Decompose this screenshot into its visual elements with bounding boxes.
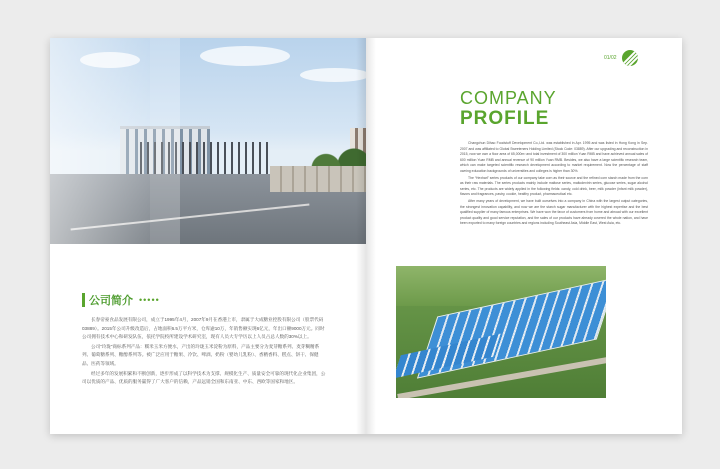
english-paragraph: The “Hexhari” series products of our company take corn as their source and the refined corn starch made from the corn as their raw materials. The series products mainly include maltose series, maltodextrin series, glucose series, sugar alcohol series, etc. The products are widely applied in the following fields: candy, cold drink, beer, milk powder (infant milk powder), flavors and fragrances, pastry, cookie, healthy product, pharmaceutical etc. — [460, 175, 648, 197]
aerial-view-image — [396, 266, 606, 398]
english-paragraph: After many years of development, we have built ourselves into a company in China with the largest output categories, the strongest innovation capability, and now we are the starch sugar manufacturer with the highest expertise and the best qualified supplier of many famous enterprises. We have won the favor of customers from home and abroad with our excellent product quality and good service reputation, and the sales of our products have already covered the whole nation, and have been exported to many foreign countries and regions including Southeast Asia, Middle East, West Asia, etc. — [460, 198, 648, 226]
cloud — [300, 68, 366, 82]
intro-paragraph: 公司“玲珑”商标系列产品：糯米玉米方便水，产出的玲珑玉米淀粉为原料，产品主要分为麦芽糖系列、麦芽糊精系列、葡萄糖系列、糖醇系列等。被广泛应用于糖果、冷饮、啤酒、奶粉（婴幼儿乳粉）、香精香料、糕点、饼干、保健品、医药等领域。 — [82, 343, 320, 366]
company-logo-icon — [622, 50, 638, 66]
page-number: 01/02 — [604, 55, 617, 61]
english-profile-text — [460, 141, 648, 228]
intro-text — [82, 316, 326, 388]
left-page — [50, 38, 366, 434]
photo-overlay — [150, 38, 180, 244]
section-title: 公司简介 — [89, 295, 133, 307]
photo-overlay — [50, 38, 150, 244]
heading-dots: ••••• — [139, 295, 160, 305]
title-company: COMPANY — [460, 88, 557, 108]
intro-paragraph: 经过多年的发展积累和不断创新，逐步形成了以科学技术为支撑、规模化生产、质量安全可靠的现代化企业集团，公司以优质的产品、优质的服务赢得了广大客户的信赖，产品远销全国和东南亚、中东、西欧等国家和地区。 — [82, 370, 326, 385]
right-page — [366, 38, 682, 434]
heading-bar-icon — [82, 293, 85, 307]
brochure-spread — [50, 38, 682, 434]
section-heading — [82, 292, 160, 308]
cloud — [200, 46, 290, 66]
intro-paragraph: 长春帝豪食品发展有限公司，成立于1995年4月，2007年9月在香港上市，隶属于大成糖业控股有限公司（股票代码03889）。2015年公司升级改造后，占地面积6.5万平方米，仓库逾10万，年销售额实现6亿元，年出口额9000万元。同时公司拥有技术中心和研发队伍，依托学院校所建设学术研究室，现有人员大专学历以上人员占总人数的30%以上。 — [82, 317, 325, 340]
factory-photo — [50, 38, 366, 244]
english-paragraph: Changchun Dihao Foodstuff Development Co.,Ltd. was established in Apr. 1995 and was listed in Hong Kong in Sep. 2007 and was affiliated to Global Sweeteners Holding Limited (Stock Code: 03889). After our upgrading and reconstruction in 2015, now we own a floor area of 65,000m² and total investment of 300 million Yuan RMB and have achieved annual sales of 600 million Yuan RMB and annual revenue of 90 million Yuan RMB. Besides, we also have a large scientific research team, which can make targeted scientific research development according to market requirement. Now the percentage of staff owning education backgrounds of universities and colleges is higher than 30%. — [460, 141, 648, 173]
stone-wall — [270, 166, 366, 192]
title-profile: PROFILE — [460, 108, 550, 129]
